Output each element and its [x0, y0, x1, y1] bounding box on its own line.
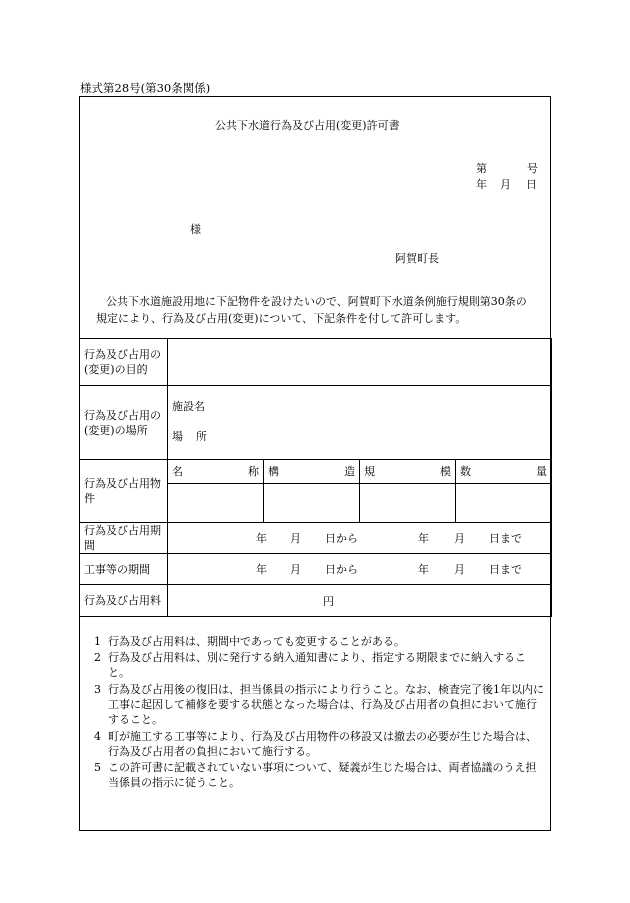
- location-field[interactable]: [168, 386, 552, 460]
- period-from-month: 月: [290, 532, 301, 545]
- work-period-label: 工事等の期間: [80, 554, 168, 585]
- date-month: 月: [500, 178, 511, 191]
- period-to-day: 日まで: [489, 532, 522, 545]
- column-structure-header: 構 造: [264, 460, 360, 484]
- work-to-month: 月: [454, 563, 465, 576]
- form-number-label: 様式第28号(第30条関係): [80, 81, 211, 95]
- condition-item: 1 行為及び占用料は、期間中であっても変更することがある。: [94, 635, 405, 648]
- period-to-year: 年: [418, 532, 429, 545]
- addressee-suffix: 様: [190, 223, 201, 236]
- column-quantity-header: 数 量: [456, 460, 552, 484]
- permit-fields-table: [79, 338, 552, 617]
- issuer-name: 阿賀町長: [395, 252, 439, 265]
- property-scale-field[interactable]: [360, 484, 456, 523]
- period-label: 行為及び占用期間: [80, 523, 168, 554]
- work-period-row: [80, 554, 552, 585]
- condition-item: 5 この許可書に記載されていない事項について、疑義が生じた場合は、両者協議のうえ担当係員の指示に従うこと。: [94, 761, 537, 789]
- date-day: 日: [526, 178, 537, 191]
- period-from-day: 日から: [325, 532, 358, 545]
- period-field[interactable]: [168, 523, 552, 554]
- purpose-field[interactable]: [168, 339, 552, 386]
- work-period-field[interactable]: [168, 554, 552, 585]
- fee-unit: 円: [323, 595, 334, 608]
- property-quantity-field[interactable]: [456, 484, 552, 523]
- location-row: [80, 386, 552, 460]
- work-from-month: 月: [290, 563, 301, 576]
- location-label: 行為及び占用の(変更)の場所: [80, 386, 168, 460]
- number-suffix: 号: [527, 162, 538, 175]
- date-year: 年: [476, 178, 487, 191]
- condition-item: 4 町が施工する工事等により、行為及び占用物件の移設又は撤去の必要が生じた場合は、行為及び占用者の負担において施行する。: [94, 730, 537, 758]
- period-to-month: 月: [454, 532, 465, 545]
- work-to-year: 年: [418, 563, 429, 576]
- condition-item: 2 行為及び占用料は、別に発行する納入通知書により、指定する期限までに納入すること。: [94, 651, 526, 679]
- column-name-header: 名 称: [168, 460, 264, 484]
- facility-name-label: 施設名: [172, 400, 205, 413]
- property-name-field[interactable]: [168, 484, 264, 523]
- period-from-year: 年: [256, 532, 267, 545]
- property-header-row: [80, 460, 552, 484]
- period-row: [80, 523, 552, 554]
- work-from-day: 日から: [325, 563, 358, 576]
- work-from-year: 年: [256, 563, 267, 576]
- purpose-label: 行為及び占用の(変更)の目的: [80, 339, 168, 386]
- fee-field[interactable]: [168, 585, 552, 617]
- property-structure-field[interactable]: [264, 484, 360, 523]
- fee-row: [80, 585, 552, 617]
- place-label-a: 場: [172, 430, 183, 443]
- property-label: 行為及び占用物件: [80, 460, 168, 523]
- fee-label: 行為及び占用料: [80, 585, 168, 617]
- document-title: 公共下水道行為及び占用(変更)許可書: [215, 119, 400, 132]
- column-scale-header: 規 模: [360, 460, 456, 484]
- purpose-row: [80, 339, 552, 386]
- condition-item: 3 行為及び占用後の復旧は、担当係員の指示により行うこと。なお、検査完了後1年以内に工事に起因して補修を要する状態となった場合は、行為及び占用者の負担において施行すること。: [94, 683, 544, 726]
- number-prefix: 第: [476, 162, 487, 175]
- place-label: [172, 429, 547, 444]
- body-text-line-2: 規定により、行為及び占用(変更)について、下記条件を付して許可します。: [96, 312, 467, 325]
- place-label-b: 所: [196, 430, 207, 443]
- work-to-day: 日まで: [489, 563, 522, 576]
- body-text-line-1: 公共下水道施設用地に下記物件を設けたいので、阿賀町下水道条例施行規則第30条の: [106, 295, 527, 308]
